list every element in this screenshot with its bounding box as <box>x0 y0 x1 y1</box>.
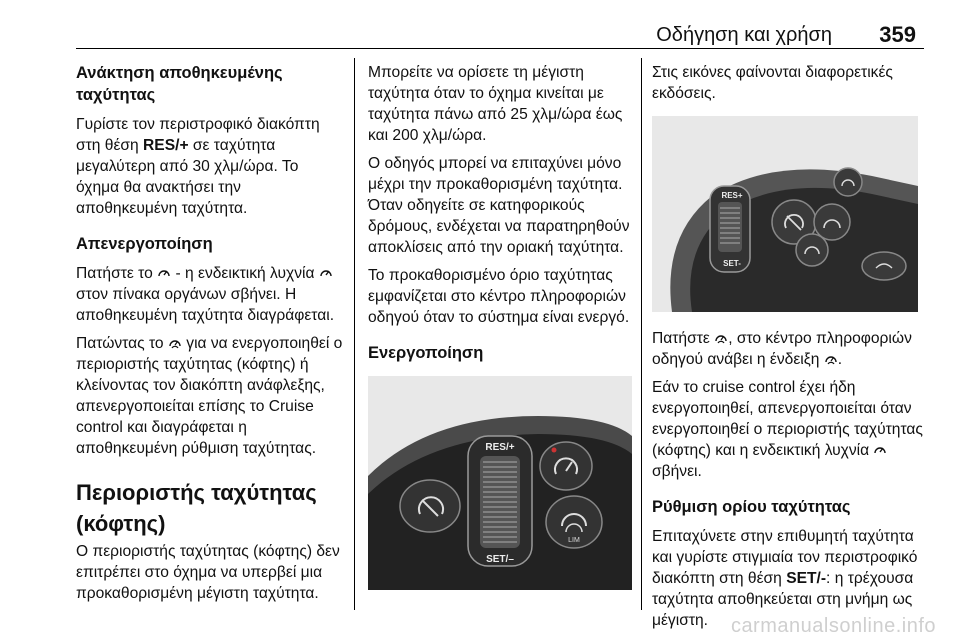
paragraph-adjust: Επιταχύνετε στην επιθυμητή ταχύτητα και γυρίστε στιγμιαία τον περιστροφικό διακόπτη στη θέση SET/-: η τρέχουσα ταχύτητα αποθηκεύεται στη μνήμη ως μέγιστη. <box>652 528 918 629</box>
paragraph-deactivation: Πατήστε το - η ενδεικτική λυχνία στον πίνακα οργάνων σβήνει. Η αποθηκευμένη ταχύτητα διαγράφεται. <box>76 265 335 324</box>
heading-adjust-limit: Ρύθμιση ορίου ταχύτητας <box>652 498 851 516</box>
heading-speed-limiter: Περιοριστής ταχύτητας (κόφτης) <box>76 480 317 536</box>
res-label: RES/+ <box>143 137 189 154</box>
steering-wheel-figure-1 <box>368 376 632 590</box>
speed-limiter-icon <box>824 352 838 366</box>
paragraph-limiter: Ο περιοριστής ταχύτητας (κόφτης) δεν επιτρέπει στο όχημα να υπερβεί μια προκαθορισμένη μέγιστη ταχύτητα. <box>76 543 340 602</box>
page-header <box>76 22 924 50</box>
cruise-control-icon <box>319 266 333 280</box>
heading-activation: Ενεργοποίηση <box>368 344 484 362</box>
paragraph-versions: Στις εικόνες φαίνονται διαφορετικές εκδόσεις. <box>652 64 893 102</box>
steering-wheel-figure-2 <box>652 116 918 312</box>
column-divider <box>641 58 642 610</box>
heading-recall: Ανάκτηση αποθηκευμένης ταχύτητας <box>76 64 283 104</box>
paragraph-display: Το προκαθορισμένο όριο ταχύτητας εμφανίζεται στο κέντρο πληροφοριών οδηγού όταν το σύστημα είναι ενεργό. <box>368 267 630 326</box>
speed-limiter-icon <box>168 336 182 350</box>
paragraph-press-limiter: Πατήστε , στο κέντρο πληροφοριών οδηγού ανάβει η ένδειξη . <box>652 330 912 368</box>
paragraph-driver: Ο οδηγός μπορεί να επιταχύνει μόνο μέχρι την προκαθορισμένη ταχύτητα. Όταν οδηγείτε σε κατηφορικούς δρόμους, ενδέχεται να παρατηρηθούν αποκλίσεις από την οριακή ταχύτητα. <box>368 155 630 256</box>
speed-limiter-icon <box>714 331 728 345</box>
steering-wheel-illustration-2 <box>652 116 918 312</box>
set-minus-label-2: SET- <box>723 259 741 268</box>
paragraph-cruise-off: Εάν το cruise control έχει ήδη ενεργοποιηθεί, απενεργοποιείται όταν ενεργοποιηθεί ο περιοριστής ταχύτητας (κόφτης) και η ενδεικτική λυχνία σβήνει. <box>652 379 923 480</box>
paragraph-recall: Γυρίστε τον περιστροφικό διακόπτη στη θέση RES/+ σε ταχύτητα μεγαλύτερη από 30 χλμ/ώρα. Το όχημα θα ανακτήσει την αποθηκευμένη ταχύτητα. <box>76 116 320 217</box>
cruise-control-icon <box>873 443 887 457</box>
set-minus-label: SET/– <box>486 554 514 565</box>
heading-deactivation: Απενεργοποίηση <box>76 235 213 253</box>
column-divider <box>354 58 355 610</box>
column-3 <box>652 62 930 638</box>
res-plus-label: RES/+ <box>485 442 515 453</box>
lim-label: LIM <box>568 537 580 544</box>
paragraph-deactivation-2: Πατώντας το για να ενεργοποιηθεί ο περιοριστής ταχύτητας (κόφτης) ή κλείνοντας τον διακόπτη ανάφλεξης, απενεργοποιείται επίσης το Cruise control και διαγράφεται η αποθηκευμένη ρύθμιση ταχύτητας. <box>76 335 343 457</box>
header-rule <box>76 48 924 49</box>
header-title: Οδήγηση και χρήση <box>656 24 832 46</box>
cruise-control-icon <box>157 266 171 280</box>
watermark: carmanualsonline.info <box>730 615 936 637</box>
column-1 <box>76 62 344 611</box>
set-label: SET/- <box>786 570 827 587</box>
column-2 <box>368 62 634 590</box>
paragraph-max-speed: Μπορείτε να ορίσετε τη μέγιστη ταχύτητα όταν το όχημα κινείται με ταχύτητα πάνω από 25 χλμ/ώρα έως και 200 χλμ/ώρα. <box>368 64 623 144</box>
steering-wheel-illustration <box>368 376 632 590</box>
res-plus-label-2: RES+ <box>721 191 743 200</box>
page-number: 359 <box>879 22 916 47</box>
